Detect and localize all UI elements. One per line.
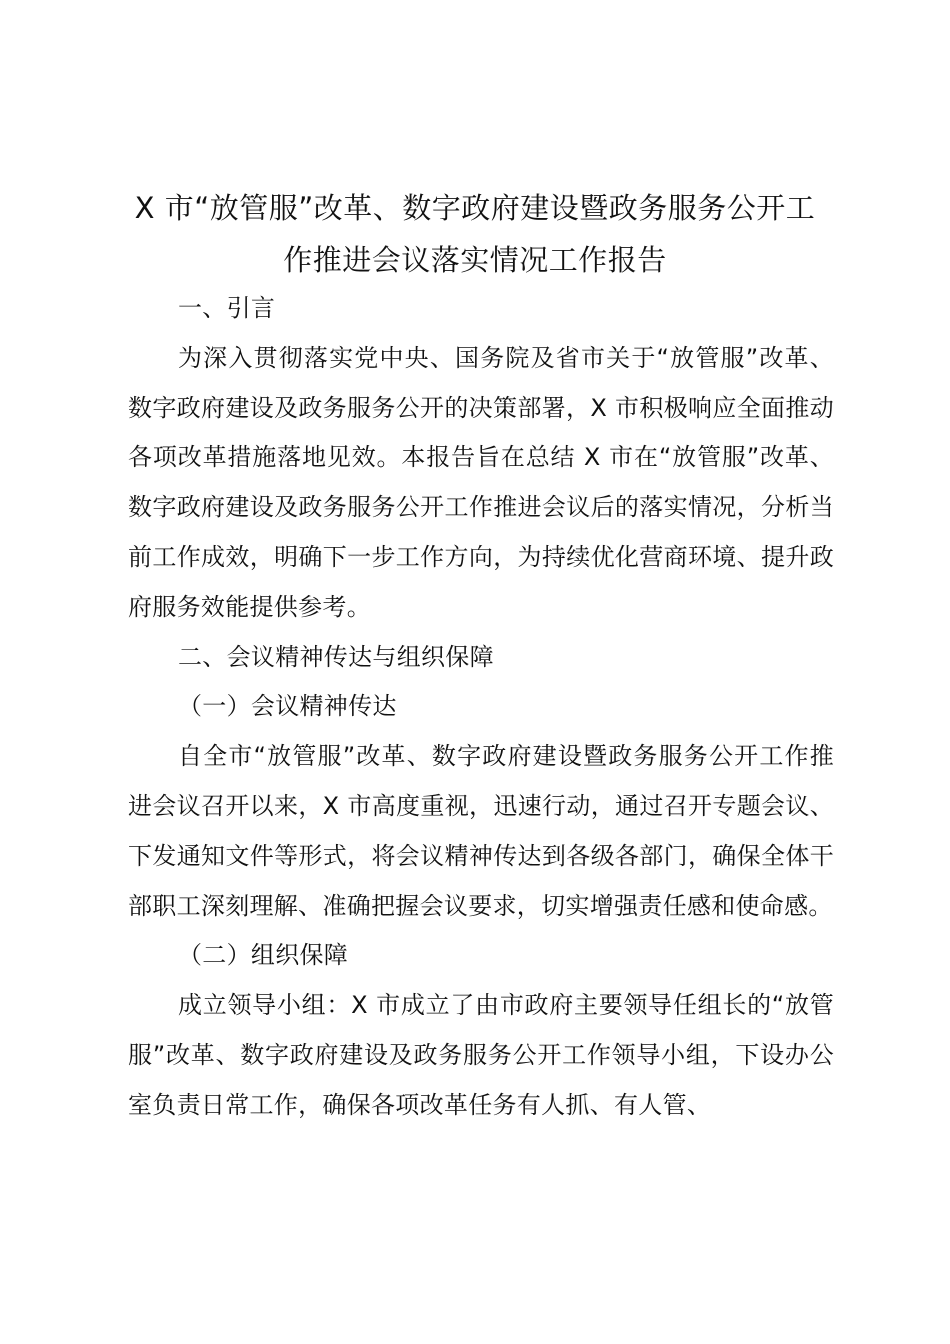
- section-heading-introduction: 一、引言: [178, 294, 276, 322]
- subsection-heading-meeting-spirit: （一）会议精神传达: [178, 692, 397, 721]
- paragraph-meeting-spirit: 自全市“放管服”改革、数字政府建设暨政务服务公开工作推进会议召开以来，X 市高度重视，迅速行动，通过召开专题会议、下发通知文件等形式，将会议精神传达到各级各部门，确保全体干部职工深刻理解、准确把握会议要求，切实增强责任感和使命感。: [128, 742, 834, 920]
- subsection-heading-organization: （二）组织保障: [178, 941, 349, 970]
- paragraph-leading-group: 成立领导小组：X 市成立了由市政府主要领导任组长的“放管服”改革、数字政府建设及政务服务公开工作领导小组，下设办公室负责日常工作，确保各项改革任务有人抓、有人管、: [128, 991, 834, 1119]
- paragraph-introduction: 为深入贯彻落实党中央、国务院及省市关于“放管服”改革、数字政府建设及政务服务公开的决策部署，X 市积极响应全面推动各项改革措施落地见效。本报告旨在总结 X 市在“放管服”改革、数字政府建设及政务服务公开工作推进会议后的落实情况，分析当前工作成效，明确下一步工作方向，为持续优化营商环境、提升政府服务效能提供参考。: [128, 343, 834, 621]
- section-heading-meeting-and-organization: 二、会议精神传达与组织保障: [178, 642, 494, 671]
- document-body: [128, 284, 834, 1131]
- document-title: X 市“放管服”改革、数字政府建设暨政务服务公开工作推进会议落实情况工作报告: [134, 191, 816, 277]
